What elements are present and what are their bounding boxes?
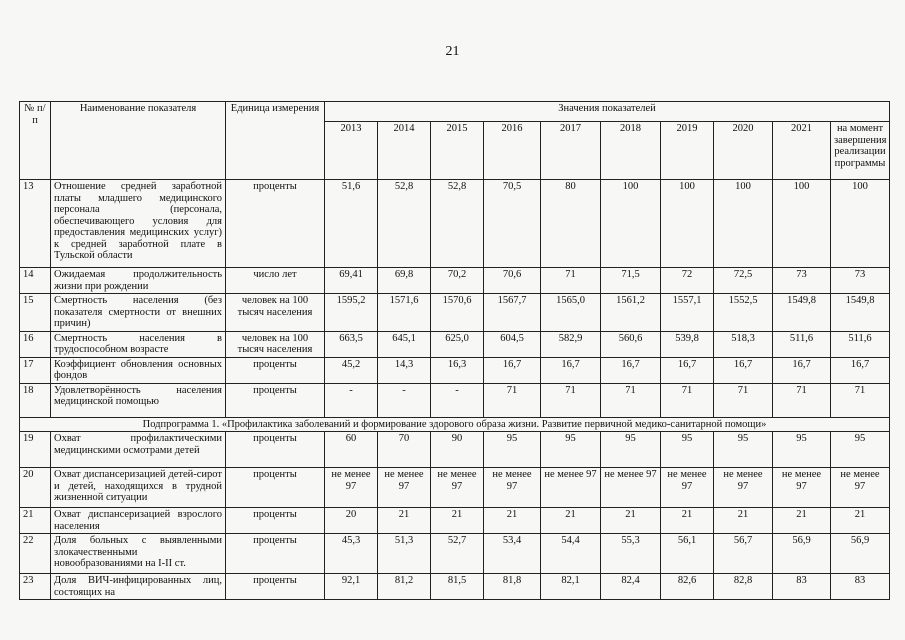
indicator-value: 560,6 — [601, 331, 661, 357]
indicator-value: не менее 97 — [714, 468, 773, 508]
header-year: 2017 — [541, 122, 601, 180]
table-row — [20, 432, 890, 468]
row-num: 18 — [20, 383, 51, 417]
indicator-name: Отношение средней заработной платы младшего медицинского персонала (персонала, обеспечивающего условия для предоставления медицинских услуг) к средней заработной плате в Тульской области — [51, 180, 226, 268]
indicator-value: 100 — [831, 180, 890, 268]
header-year: 2014 — [378, 122, 431, 180]
header-unit: Единица измерения — [226, 102, 325, 180]
indicator-value: 21 — [431, 508, 484, 534]
indicator-unit: проценты — [226, 508, 325, 534]
indicator-unit: проценты — [226, 432, 325, 468]
row-num: 19 — [20, 432, 51, 468]
indicator-value: 80 — [541, 180, 601, 268]
indicator-value: 16,7 — [714, 357, 773, 383]
subprogram-title: Подпрограмма 1. «Профилактика заболеваний и формирование здорового образа жизни. Развитие первичной медико-санитарной помощи» — [20, 417, 890, 432]
indicator-value: 52,7 — [431, 534, 484, 574]
indicator-value: не менее 97 — [773, 468, 831, 508]
indicator-value: 45,3 — [325, 534, 378, 574]
indicator-value: 92,1 — [325, 574, 378, 600]
table-body-subprogram — [20, 432, 890, 600]
indicator-value: не менее 97 — [484, 468, 541, 508]
indicator-value: 56,1 — [661, 534, 714, 574]
indicator-value: 16,3 — [431, 357, 484, 383]
page-number: 21 — [445, 44, 460, 59]
indicator-value: 16,7 — [541, 357, 601, 383]
indicator-value: 1561,2 — [601, 294, 661, 332]
table-body-main — [20, 180, 890, 418]
indicator-name: Удовлетворённость населения медицинской помощью — [51, 383, 226, 417]
indicator-value: 663,5 — [325, 331, 378, 357]
row-num: 13 — [20, 180, 51, 268]
header-year: 2016 — [484, 122, 541, 180]
indicator-name: Ожидаемая продолжительность жизни при рождении — [51, 268, 226, 294]
indicator-value: 69,41 — [325, 268, 378, 294]
indicator-value: 95 — [773, 432, 831, 468]
indicator-value: 1557,1 — [661, 294, 714, 332]
indicator-value: 645,1 — [378, 331, 431, 357]
indicator-value: 1549,8 — [773, 294, 831, 332]
indicator-unit: человек на 100 тысяч населения — [226, 331, 325, 357]
indicator-unit: число лет — [226, 268, 325, 294]
indicator-value: 16,7 — [484, 357, 541, 383]
indicator-value: 81,2 — [378, 574, 431, 600]
indicator-unit: проценты — [226, 574, 325, 600]
indicator-value: 582,9 — [541, 331, 601, 357]
indicator-value: 95 — [541, 432, 601, 468]
indicator-value: - — [378, 383, 431, 417]
indicator-value: 54,4 — [541, 534, 601, 574]
indicator-value: не менее 97 — [325, 468, 378, 508]
indicator-value: 69,8 — [378, 268, 431, 294]
row-num: 21 — [20, 508, 51, 534]
header-year: 2020 — [714, 122, 773, 180]
indicator-value: 100 — [601, 180, 661, 268]
indicator-value: 70,2 — [431, 268, 484, 294]
indicator-value: 72 — [661, 268, 714, 294]
row-num: 20 — [20, 468, 51, 508]
indicator-value: 71 — [484, 383, 541, 417]
header-year-final: на момент завершения реализации программы — [831, 122, 890, 180]
indicator-value: 95 — [484, 432, 541, 468]
header-year: 2018 — [601, 122, 661, 180]
indicator-value: 83 — [773, 574, 831, 600]
indicator-value: 1552,5 — [714, 294, 773, 332]
indicator-value: 21 — [601, 508, 661, 534]
indicator-value: 1549,8 — [831, 294, 890, 332]
indicator-value: 55,3 — [601, 534, 661, 574]
indicator-value: 71 — [831, 383, 890, 417]
indicator-value: 21 — [378, 508, 431, 534]
indicator-value: 539,8 — [661, 331, 714, 357]
table-row — [20, 180, 890, 268]
indicator-value: 21 — [831, 508, 890, 534]
indicator-value: 73 — [773, 268, 831, 294]
indicator-value: не менее 97 — [601, 468, 661, 508]
indicator-unit: проценты — [226, 534, 325, 574]
indicators-table — [19, 101, 890, 600]
indicator-value: 51,6 — [325, 180, 378, 268]
indicator-value: 81,5 — [431, 574, 484, 600]
indicator-value: 70,5 — [484, 180, 541, 268]
table-row — [20, 508, 890, 534]
indicator-unit: проценты — [226, 180, 325, 268]
indicator-value: 45,2 — [325, 357, 378, 383]
indicator-value: не менее 97 — [831, 468, 890, 508]
row-num: 17 — [20, 357, 51, 383]
indicator-name: Охват диспансеризацией взрослого населения — [51, 508, 226, 534]
table-row — [20, 383, 890, 417]
indicator-value: 95 — [714, 432, 773, 468]
row-num: 23 — [20, 574, 51, 600]
indicator-value: 21 — [484, 508, 541, 534]
indicator-name: Охват профилактическими медицинскими осмотрами детей — [51, 432, 226, 468]
indicator-value: 95 — [601, 432, 661, 468]
indicator-value: 71 — [773, 383, 831, 417]
row-num: 14 — [20, 268, 51, 294]
indicator-value: 52,8 — [431, 180, 484, 268]
indicator-value: 71 — [541, 268, 601, 294]
indicator-value: 95 — [831, 432, 890, 468]
indicator-value: 1571,6 — [378, 294, 431, 332]
indicator-value: 100 — [714, 180, 773, 268]
indicator-name: Доля ВИЧ-инфицированных лиц, состоящих на — [51, 574, 226, 600]
indicator-value: 56,9 — [773, 534, 831, 574]
header-year: 2021 — [773, 122, 831, 180]
indicator-value: 71,5 — [601, 268, 661, 294]
indicator-name: Смертность населения в трудоспособном возрасте — [51, 331, 226, 357]
indicator-value: 82,4 — [601, 574, 661, 600]
table-row — [20, 294, 890, 332]
indicator-value: 95 — [661, 432, 714, 468]
indicator-value: 51,3 — [378, 534, 431, 574]
row-num: 15 — [20, 294, 51, 332]
header-year: 2015 — [431, 122, 484, 180]
indicator-value: 83 — [831, 574, 890, 600]
indicator-value: 1565,0 — [541, 294, 601, 332]
indicator-value: 1567,7 — [484, 294, 541, 332]
indicator-value: 1595,2 — [325, 294, 378, 332]
indicator-name: Доля больных с выявленными злокачественными новообразованиями на I-II ст. — [51, 534, 226, 574]
header-year: 2013 — [325, 122, 378, 180]
indicator-value: 511,6 — [831, 331, 890, 357]
indicator-value: 16,7 — [601, 357, 661, 383]
table-row — [20, 268, 890, 294]
indicator-value: 82,6 — [661, 574, 714, 600]
indicator-value: 71 — [661, 383, 714, 417]
row-num: 22 — [20, 534, 51, 574]
indicator-value: не менее 97 — [541, 468, 601, 508]
indicator-value: 511,6 — [773, 331, 831, 357]
indicator-name: Коэффициент обновления основных фондов — [51, 357, 226, 383]
header-year: 2019 — [661, 122, 714, 180]
header-num: № п/п — [20, 102, 51, 180]
indicator-unit: проценты — [226, 383, 325, 417]
indicator-value: 82,8 — [714, 574, 773, 600]
indicator-name: Охват диспансеризацией детей-сирот и детей, находящихся в трудной жизненной ситуации — [51, 468, 226, 508]
table-row — [20, 468, 890, 508]
header-name: Наименование показателя — [51, 102, 226, 180]
indicator-unit: человек на 100 тысяч населения — [226, 294, 325, 332]
indicator-value: - — [431, 383, 484, 417]
indicator-value: 73 — [831, 268, 890, 294]
indicator-value: 56,9 — [831, 534, 890, 574]
indicator-value: не менее 97 — [661, 468, 714, 508]
indicator-value: 82,1 — [541, 574, 601, 600]
indicator-value: 16,7 — [661, 357, 714, 383]
indicator-value: 21 — [714, 508, 773, 534]
table-row — [20, 331, 890, 357]
indicator-value: 14,3 — [378, 357, 431, 383]
indicator-value: 100 — [661, 180, 714, 268]
indicator-value: 21 — [661, 508, 714, 534]
indicator-value: 100 — [773, 180, 831, 268]
indicator-value: 20 — [325, 508, 378, 534]
indicator-value: 71 — [601, 383, 661, 417]
indicator-value: 625,0 — [431, 331, 484, 357]
indicator-value: 56,7 — [714, 534, 773, 574]
indicator-unit: проценты — [226, 357, 325, 383]
indicator-value: 72,5 — [714, 268, 773, 294]
row-num: 16 — [20, 331, 51, 357]
indicator-value: 71 — [714, 383, 773, 417]
indicator-value: 1570,6 — [431, 294, 484, 332]
table-row — [20, 357, 890, 383]
indicator-value: 90 — [431, 432, 484, 468]
indicator-value: 21 — [541, 508, 601, 534]
indicator-value: 70,6 — [484, 268, 541, 294]
indicator-value: 16,7 — [831, 357, 890, 383]
indicator-value: 71 — [541, 383, 601, 417]
indicator-name: Смертность населения (без показателя смертности от внешних причин) — [51, 294, 226, 332]
indicator-value: не менее 97 — [378, 468, 431, 508]
indicator-value: 70 — [378, 432, 431, 468]
indicator-unit: проценты — [226, 468, 325, 508]
indicator-value: 604,5 — [484, 331, 541, 357]
indicator-value: 21 — [773, 508, 831, 534]
indicator-value: 518,3 — [714, 331, 773, 357]
header-values-group: Значения показателей — [325, 102, 890, 122]
subprogram-section — [20, 417, 890, 432]
table-row — [20, 574, 890, 600]
table-row — [20, 534, 890, 574]
indicator-value: 52,8 — [378, 180, 431, 268]
indicator-value: 53,4 — [484, 534, 541, 574]
indicator-value: 16,7 — [773, 357, 831, 383]
indicator-value: не менее 97 — [431, 468, 484, 508]
indicator-value: 60 — [325, 432, 378, 468]
indicator-value: - — [325, 383, 378, 417]
indicator-value: 81,8 — [484, 574, 541, 600]
